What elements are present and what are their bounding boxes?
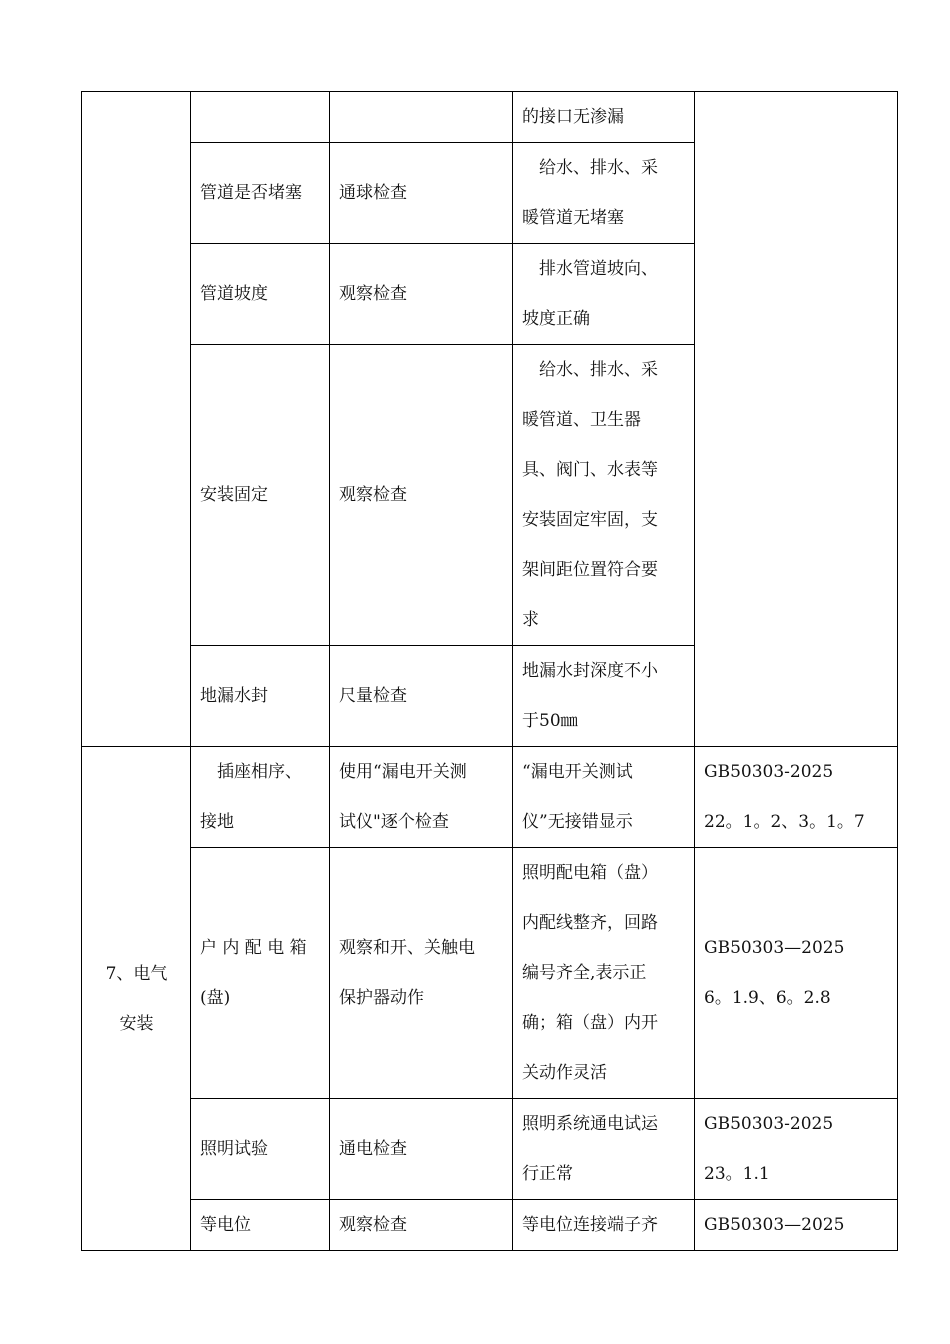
basis-cell: GB50303—2025 6。1.9、6。2.8: [695, 848, 898, 1099]
item-cell: 安装固定: [191, 345, 330, 646]
item-cell: 管道坡度: [191, 244, 330, 345]
standard-cell: 地漏水封深度不小 于50㎜: [513, 646, 695, 747]
inspection-table: [81, 91, 898, 1251]
standard-cell: “漏电开关测试 仪”无接错显示: [513, 747, 695, 848]
method-cell: 观察检查: [330, 1200, 513, 1251]
standard-cell: 等电位连接端子齐: [513, 1200, 695, 1251]
method-cell: 观察检查: [330, 244, 513, 345]
standard-cell: 照明配电箱（盘） 内配线整齐，回路 编号齐全,表示正 确；箱（盘）内开 关动作灵活: [513, 848, 695, 1099]
standard-cell: 给水、排水、采 暖管道、卫生器 具、阀门、水表等 安装固定牢固，支 架间距位置符合要 求: [513, 345, 695, 646]
standard-cell: 的接口无渗漏: [513, 92, 695, 143]
item-cell: 照明试验: [191, 1099, 330, 1200]
table-row: [82, 1099, 898, 1200]
standard-cell: 给水、排水、采 暖管道无堵塞: [513, 143, 695, 244]
table-row: [82, 747, 898, 848]
method-cell: 使用“漏电开关测 试仪"逐个检查: [330, 747, 513, 848]
method-cell: 观察检查: [330, 345, 513, 646]
item-cell: 等电位: [191, 1200, 330, 1251]
method-cell: 尺量检查: [330, 646, 513, 747]
table-row: [82, 1200, 898, 1251]
category-cell: [82, 92, 191, 747]
basis-cell: GB50303—2025: [695, 1200, 898, 1251]
basis-cell: GB50303-2025 23。1.1: [695, 1099, 898, 1200]
standard-cell: 照明系统通电试运 行正常: [513, 1099, 695, 1200]
item-cell: [191, 92, 330, 143]
method-cell: 通球检查: [330, 143, 513, 244]
category-cell: 7、电气 安装: [82, 747, 191, 1251]
item-cell: 地漏水封: [191, 646, 330, 747]
standard-cell: 排水管道坡向、 坡度正确: [513, 244, 695, 345]
item-cell: 管道是否堵塞: [191, 143, 330, 244]
table-row: [82, 848, 898, 1099]
method-cell: [330, 92, 513, 143]
item-cell: 插座相序、 接地: [191, 747, 330, 848]
table-row: [82, 92, 898, 143]
item-cell: 户 内 配 电 箱 (盘): [191, 848, 330, 1099]
method-cell: 通电检查: [330, 1099, 513, 1200]
basis-cell: GB50303-2025 22。1。2、3。1。7: [695, 747, 898, 848]
method-cell: 观察和开、关触电 保护器动作: [330, 848, 513, 1099]
basis-cell: [695, 92, 898, 747]
